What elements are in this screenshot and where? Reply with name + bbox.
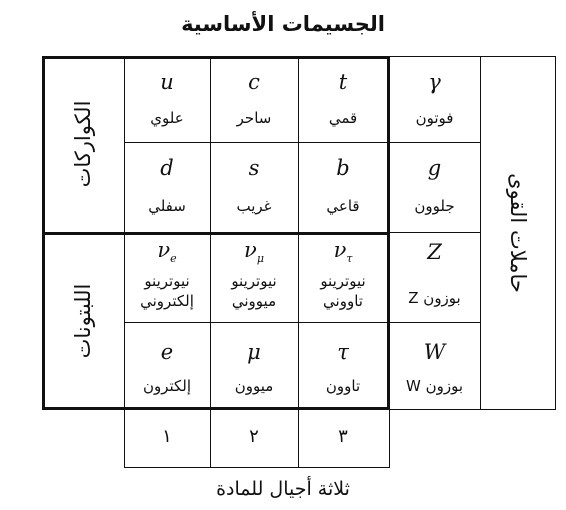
neutrino-name-line2: إلكتروني xyxy=(140,292,194,311)
quark-name: غريب xyxy=(236,197,272,215)
generation-3: ٣ xyxy=(338,426,348,447)
generations-caption: ثلاثة أجيال للمادة xyxy=(216,478,350,500)
lepton-symbol: e xyxy=(160,340,174,364)
neutrino-name-line1: نيوترينو xyxy=(231,272,277,291)
lepton-cell-electron xyxy=(124,340,210,396)
lepton-cell-muon xyxy=(210,340,298,396)
quark-cell-down xyxy=(124,156,210,216)
leptons-label: اللبتونات xyxy=(71,283,95,359)
neutrino-symbol: $\nu_\tau$ xyxy=(333,238,353,266)
boson-divider-3 xyxy=(388,322,481,323)
boson-cell-w xyxy=(388,340,481,396)
row-divider-leptons xyxy=(124,322,390,323)
quark-name: علوي xyxy=(150,109,184,127)
quark-cell-bottom xyxy=(298,156,388,216)
quark-symbol: t xyxy=(338,70,348,94)
quark-cell-strange xyxy=(210,156,298,216)
neutrino-name-line2: تاووني xyxy=(323,292,363,311)
boson-name: بوزون Z xyxy=(408,289,461,307)
boson-name: فوتون xyxy=(415,109,454,127)
quark-symbol: s xyxy=(248,156,260,180)
quarks-label: الكواركات xyxy=(71,100,95,188)
neutrino-name-line1: نيوترينو xyxy=(320,272,366,291)
neutrino-cell-electron xyxy=(124,238,210,311)
row-divider-quarks xyxy=(124,142,390,143)
generation-2: ٢ xyxy=(249,426,259,447)
quark-symbol: d xyxy=(160,156,174,180)
boson-divider-1 xyxy=(388,142,481,143)
quark-cell-top xyxy=(298,70,388,128)
quark-symbol: b xyxy=(336,156,350,180)
lepton-cell-tau xyxy=(298,340,388,396)
neutrino-cell-tau xyxy=(298,238,388,311)
quark-cell-charm xyxy=(210,70,298,128)
neutrino-symbol: $\nu_\mu$ xyxy=(244,238,264,266)
quark-symbol: c xyxy=(248,70,260,94)
quark-name: ساحر xyxy=(236,109,272,127)
boson-cell-gluon xyxy=(388,156,481,216)
boson-cell-z xyxy=(388,240,481,308)
generation-1: ١ xyxy=(162,426,172,447)
quark-name: سفلي xyxy=(148,197,186,215)
lepton-symbol: τ xyxy=(337,340,349,364)
neutrino-name-line2: ميووني xyxy=(231,292,277,311)
boson-symbol: g xyxy=(427,156,442,180)
quark-symbol: u xyxy=(160,70,174,94)
boson-divider-2 xyxy=(388,232,481,233)
quark-cell-up xyxy=(124,70,210,128)
quark-name: قاعي xyxy=(326,197,360,215)
diagram-title: الجسيمات الأساسية xyxy=(181,12,385,36)
lepton-name: إلكترون xyxy=(142,377,192,395)
boson-symbol: W xyxy=(423,340,446,364)
boson-symbol: Z xyxy=(427,240,442,264)
neutrino-name-line1: نيوترينو xyxy=(144,272,190,291)
boson-name: بوزون W xyxy=(405,377,464,395)
quark-lepton-divider xyxy=(42,232,390,235)
lepton-name: تاوون xyxy=(325,377,361,395)
force-carriers-label: حاملات القوى xyxy=(506,173,530,293)
boson-cell-photon xyxy=(388,70,481,128)
lepton-symbol: μ xyxy=(247,340,261,364)
boson-name: جلوون xyxy=(414,197,455,215)
lepton-name: ميوون xyxy=(234,377,274,395)
quark-name: قمي xyxy=(328,109,358,127)
boson-symbol: γ xyxy=(428,70,441,94)
neutrino-cell-muon xyxy=(210,238,298,311)
neutrino-symbol: $\nu_e$ xyxy=(157,238,177,266)
